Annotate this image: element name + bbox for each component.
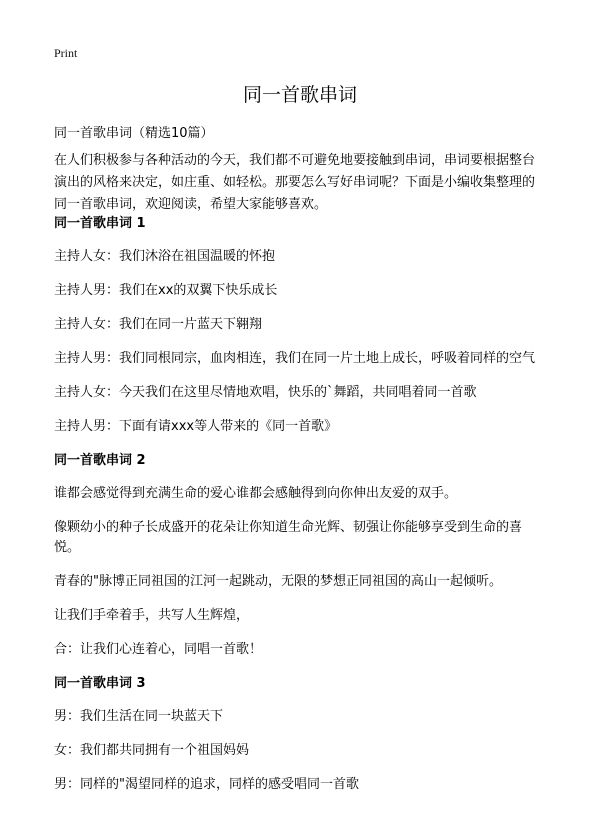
section-heading: 同一首歌串词 3 — [54, 676, 146, 691]
intro-paragraph: 在人们积极参与各种活动的今天，我们都不可避免地要接触到串词，串词要根据整台演出的风格来决定，如庄重、如轻松。那要怎么写好串词呢？下面是小编收集整理的同一首歌串词，欢迎阅读，希望大家能够喜欢。 — [54, 153, 536, 212]
section-heading: 同一首歌串词 1 — [54, 216, 146, 231]
paragraph: 主持人男：下面有请xxx等人带来的《同一首歌》 — [54, 419, 338, 434]
paragraph: 主持人女：今天我们在这里尽情地欢唱，快乐的`舞蹈，共同唱着同一首歌 — [54, 385, 477, 400]
section-3 — [54, 674, 546, 795]
paragraph: 主持人女：我们在同一片蓝天下翱翔 — [54, 317, 263, 332]
paragraph: 像颗幼小的种子长成盛开的花朵让你知道生命光辉、韧强让你能够享受到生命的喜悦。 — [54, 520, 523, 555]
print-link[interactable]: Print — [54, 46, 78, 60]
paragraph: 青春的"脉博正同祖国的江河一起跳动，无限的梦想正同祖国的高山一起倾听。 — [54, 574, 502, 589]
article-content — [54, 214, 546, 809]
paragraph: 男：同样的"渴望同样的追求，同样的感受唱同一首歌 — [54, 777, 359, 792]
document-subtitle: 同一首歌串词（精选10篇） — [54, 126, 214, 141]
section-1 — [54, 214, 546, 437]
paragraph: 主持人女：我们沐浴在祖国温暖的怀抱 — [54, 249, 276, 264]
paragraph: 合：让我们心连着心，同唱一首歌！ — [54, 642, 263, 657]
section-2 — [54, 451, 546, 660]
section-heading: 同一首歌串词 2 — [54, 453, 146, 468]
paragraph: 谁都会感觉得到充满生命的爱心谁都会感触得到向你伸出友爱的双手。 — [54, 486, 458, 501]
paragraph: 让我们手牵着手，共写人生辉煌， — [54, 608, 250, 623]
paragraph: 男：我们生活在同一块蓝天下 — [54, 709, 224, 724]
paragraph: 主持人男：我们同根同宗，血肉相连，我们在同一片土地上成长，呼吸着同样的空气 — [54, 351, 536, 366]
paragraph: 主持人男：我们在xx的双翼下快乐成长 — [54, 283, 278, 298]
page-title: 同一首歌串词 — [242, 84, 357, 106]
paragraph: 女：我们都共同拥有一个祖国妈妈 — [54, 743, 250, 758]
